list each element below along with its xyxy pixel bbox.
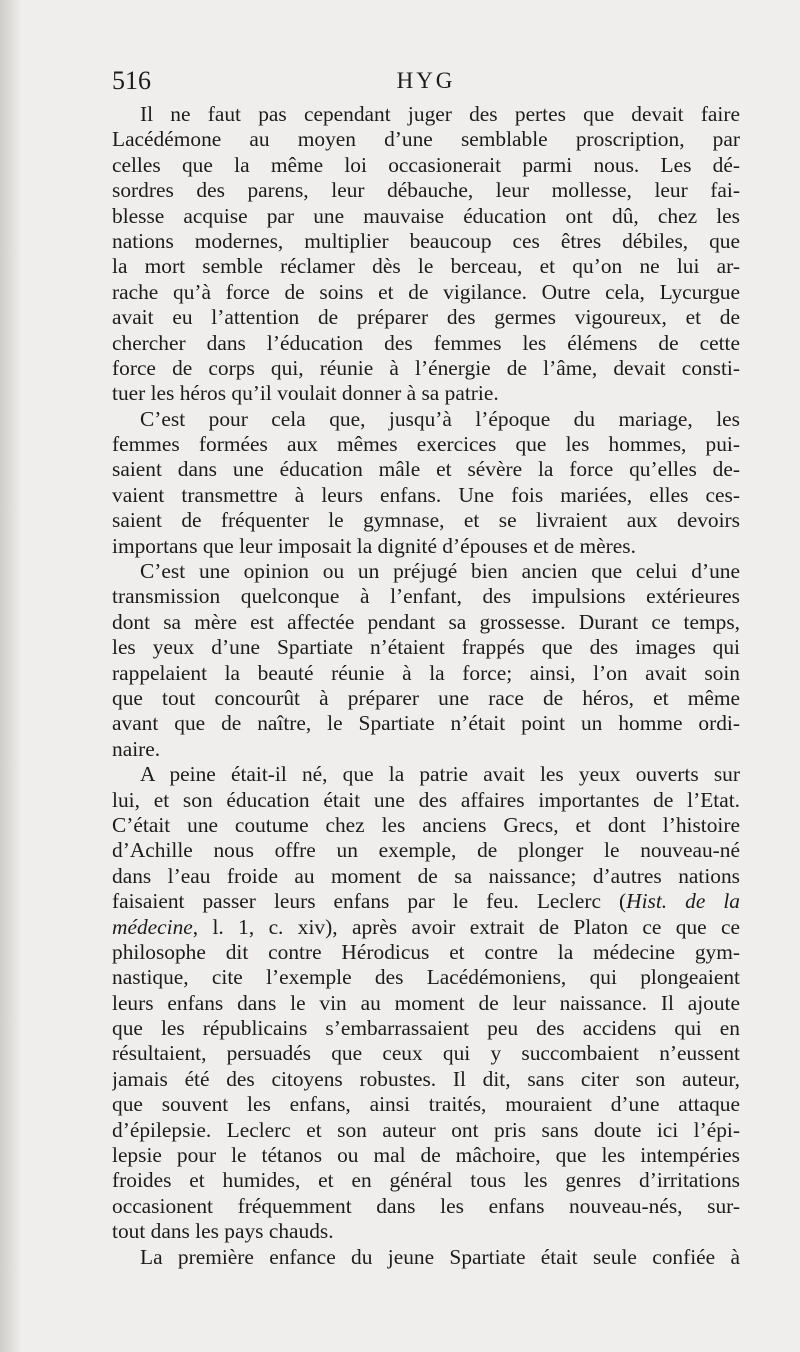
text-line: que souvent les enfans, ainsi traités, mouraient d’une attaque — [112, 1092, 740, 1117]
text-line: C’est une opinion ou un préjugé bien ancien que celui d’une — [140, 559, 740, 584]
text-line: La première enfance du jeune Spartiate était seule confiée à — [140, 1244, 740, 1269]
italic-title: médecine — [112, 914, 193, 939]
running-head: HYG — [396, 68, 456, 93]
text-line: que tout concourût à préparer une race de héros, et même — [112, 685, 740, 710]
text-line: jamais été des citoyens robustes. Il dit, sans citer son auteur, — [112, 1066, 740, 1091]
italic-title: Hist. de la — [626, 889, 740, 914]
text-line: rappelaient la beauté réunie à la force; ainsi, l’on avait soin — [112, 660, 740, 685]
text-line: d’épilepsie. Leclerc et son auteur ont pris sans doute ici l’épi- — [112, 1117, 740, 1142]
text-line: résultaient, persuadés que ceux qui y succombaient n’eussent — [112, 1041, 740, 1066]
text-line: nastique, cite l’exemple des Lacédémoniens, qui plongeaient — [112, 965, 740, 990]
text-line: occasionent fréquemment dans les enfans nouveau-nés, sur- — [112, 1193, 740, 1218]
text-line: avait eu l’attention de préparer des germes vigoureux, et de — [112, 305, 740, 330]
text-line: avant que de naître, le Spartiate n’était point un homme ordi- — [112, 711, 740, 736]
text-line-with-italic — [112, 889, 740, 914]
text-segment: faisaient passer leurs enfans par le feu. Leclerc ( — [112, 889, 627, 914]
text-line: Lacédémone au moyen d’une semblable proscription, par — [112, 127, 740, 152]
text-line: celles que la même loi occasionerait parmi nous. Les dé- — [112, 152, 740, 177]
page-header — [112, 66, 740, 102]
text-line-with-italic — [112, 915, 740, 940]
text-line: Il ne faut pas cependant juger des pertes que devait faire — [140, 102, 740, 126]
text-line: A peine était-il né, que la patrie avait les yeux ouverts sur — [140, 762, 740, 787]
page-number: 516 — [112, 66, 151, 95]
text-line: rache qu’à force de soins et de vigilance. Outre cela, Lycurgue — [112, 279, 740, 304]
text-line: d’Achille nous offre un exemple, de plonger le nouveau-né — [112, 838, 740, 863]
text-line: force de corps qui, réunie à l’énergie de l’âme, devait consti- — [112, 355, 740, 380]
text-line: chercher dans l’éducation des femmes les élémens de cette — [112, 330, 740, 355]
text-segment: , l. 1, c. xiv), après avoir extrait de Platon ce que ce — [192, 914, 740, 939]
text-line: C’était une coutume chez les anciens Grecs, et dont l’histoire — [112, 812, 740, 837]
text-line: dont sa mère est affectée pendant sa grossesse. Durant ce temps, — [112, 609, 740, 634]
body-text — [112, 102, 740, 1270]
text-line: naire. — [112, 736, 161, 761]
text-line: sordres des parens, leur débauche, leur mollesse, leur fai- — [112, 178, 740, 203]
text-line: blesse acquise par une mauvaise éducation ont dû, chez les — [112, 203, 740, 228]
text-line: saient dans une éducation mâle et sévère la force qu’elles de- — [112, 457, 740, 482]
text-line: vaient transmettre à leurs enfans. Une fois mariées, elles ces- — [112, 482, 740, 507]
text-line: C’est pour cela que, jusqu’à l’époque du mariage, les — [140, 406, 740, 431]
text-line: froides et humides, et en général tous les genres d’irritations — [112, 1168, 740, 1193]
text-line: transmission quelconque à l’enfant, des impulsions extérieures — [112, 584, 740, 609]
text-line: femmes formées aux mêmes exercices que les hommes, pui- — [112, 432, 740, 457]
text-line: la mort semble réclamer dès le berceau, et qu’on ne lui ar- — [112, 254, 740, 279]
text-line: lepsie pour le tétanos ou mal de mâchoire, que les intempéries — [112, 1143, 740, 1168]
text-line: lui, et son éducation était une des affaires importantes de l’Etat. — [112, 787, 740, 812]
text-line: leurs enfans dans le vin au moment de leur naissance. Il ajoute — [112, 990, 740, 1015]
text-line: nations modernes, multiplier beaucoup ces êtres débiles, que — [112, 228, 740, 253]
text-line: saient de fréquenter le gymnase, et se livraient aux devoirs — [112, 508, 740, 533]
text-line: dans l’eau froide au moment de sa naissance; d’autres nations — [112, 863, 740, 888]
text-line: tuer les héros qu’il voulait donner à sa patrie. — [112, 381, 499, 406]
text-line: philosophe dit contre Hérodicus et contre la médecine gym- — [112, 939, 740, 964]
text-line: tout dans les pays chauds. — [112, 1219, 334, 1244]
text-line: que les républicains s’embarrassaient peu des accidens qui en — [112, 1016, 740, 1041]
text-line: les yeux d’une Spartiate n’étaient frappés que des images qui — [112, 635, 740, 660]
text-line: importans que leur imposait la dignité d’épouses et de mères. — [112, 533, 636, 558]
